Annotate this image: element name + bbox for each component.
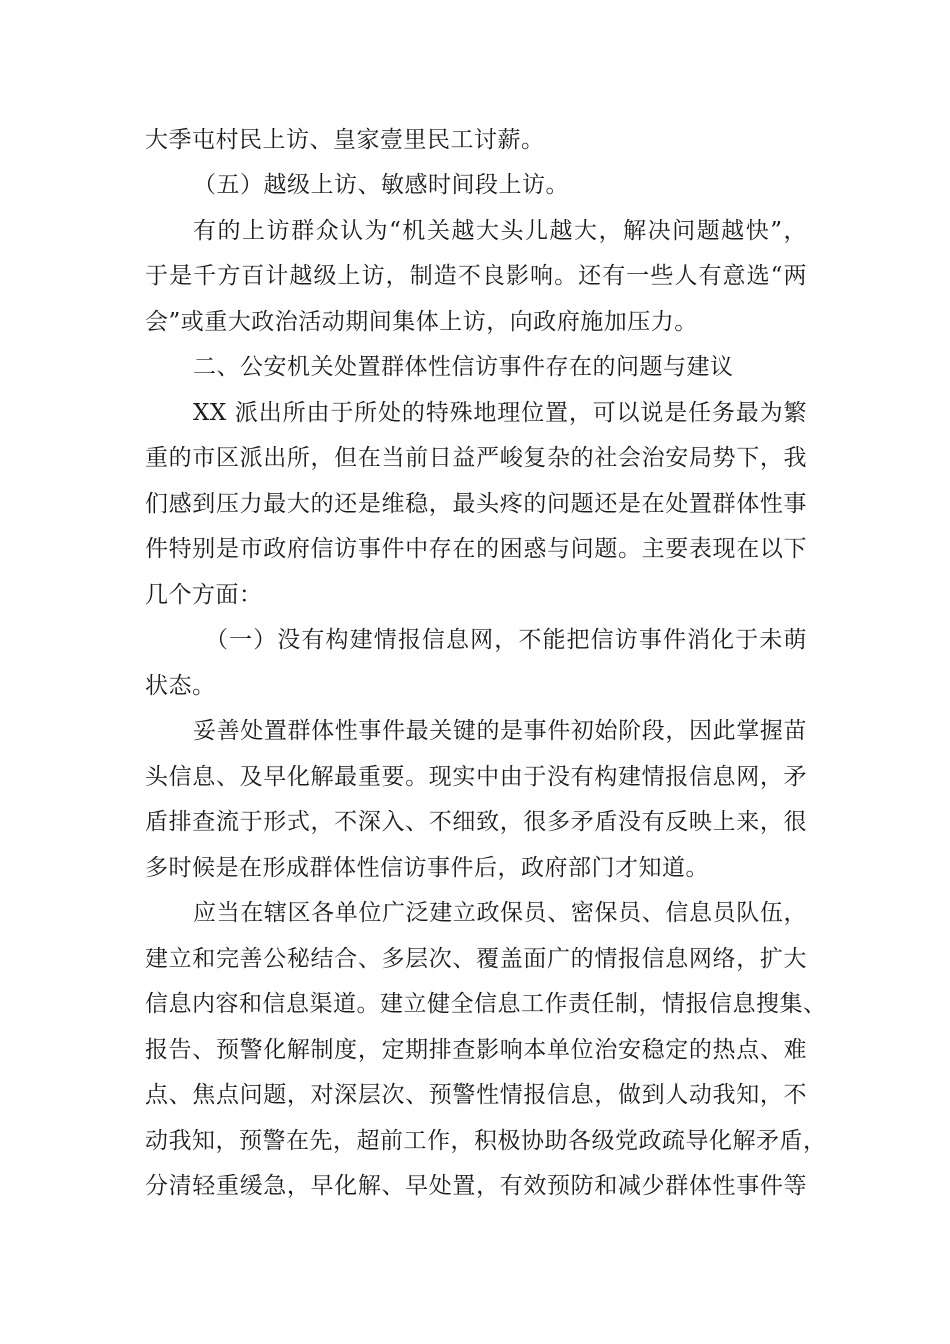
text-line: 点、焦点问题，对深层次、预警性情报信息，做到人动我知，不 (145, 1082, 807, 1108)
text-line: 多时候是在形成群体性信访事件后，政府部门才知道。 (145, 855, 709, 881)
section-heading: （五）越级上访、敏感时间段上访。 (193, 172, 569, 198)
text-line: 分清轻重缓急，早化解、早处置，有效预防和减少群体性事件等 (145, 1173, 807, 1199)
paragraph-first-line: 妥善处置群体性事件最关键的是事件初始阶段，因此掌握苗 (193, 718, 807, 744)
text-line: 大季屯村民上访、皇家壹里民工讨薪。 (145, 127, 545, 153)
text-line: 们感到压力最大的还是维稳，最头疼的问题还是在处置群体性事 (145, 491, 807, 517)
paragraph-first-line: XX 派出所由于所处的特殊地理位置，可以说是任务最为繁 (193, 400, 807, 426)
text-line: 建立和完善公秘结合、多层次、覆盖面广的情报信息网络，扩大 (145, 946, 807, 972)
text-line: 会”或重大政治活动期间集体上访，向政府施加压力。 (145, 309, 698, 335)
text-line: 报告、预警化解制度，定期排查影响本单位治安稳定的热点、难 (145, 1037, 807, 1063)
text-line: 于是千方百计越级上访，制造不良影响。还有一些人有意选“两 (145, 263, 807, 289)
text-line: 盾排查流于形式，不深入、不细致，很多矛盾没有反映上来，很 (145, 809, 807, 835)
section-heading: 二、公安机关处置群体性信访事件存在的问题与建议 (193, 354, 734, 380)
text-line: 件特别是市政府信访事件中存在的困惑与问题。主要表现在以下 (145, 536, 807, 562)
text-line: 动我知，预警在先，超前工作，积极协助各级党政疏导化解矛盾， (145, 1128, 827, 1154)
text-line: 几个方面： (145, 582, 263, 608)
paragraph-first-line: 有的上访群众认为“机关越大头儿越大，解决问题越快”， (193, 218, 807, 244)
text-line: 信息内容和信息渠道。建立健全信息工作责任制，情报信息搜集、 (145, 991, 827, 1017)
paragraph-first-line: 应当在辖区各单位广泛建立政保员、密保员、信息员队伍， (193, 900, 807, 926)
text-line: 状态。 (145, 673, 216, 699)
section-heading: （一）没有构建情报信息网，不能把信访事件消化于未萌 (205, 627, 807, 653)
text-line: 重的市区派出所，但在当前日益严峻复杂的社会治安局势下，我 (145, 445, 807, 471)
text-line: 头信息、及早化解最重要。现实中由于没有构建情报信息网，矛 (145, 764, 807, 790)
